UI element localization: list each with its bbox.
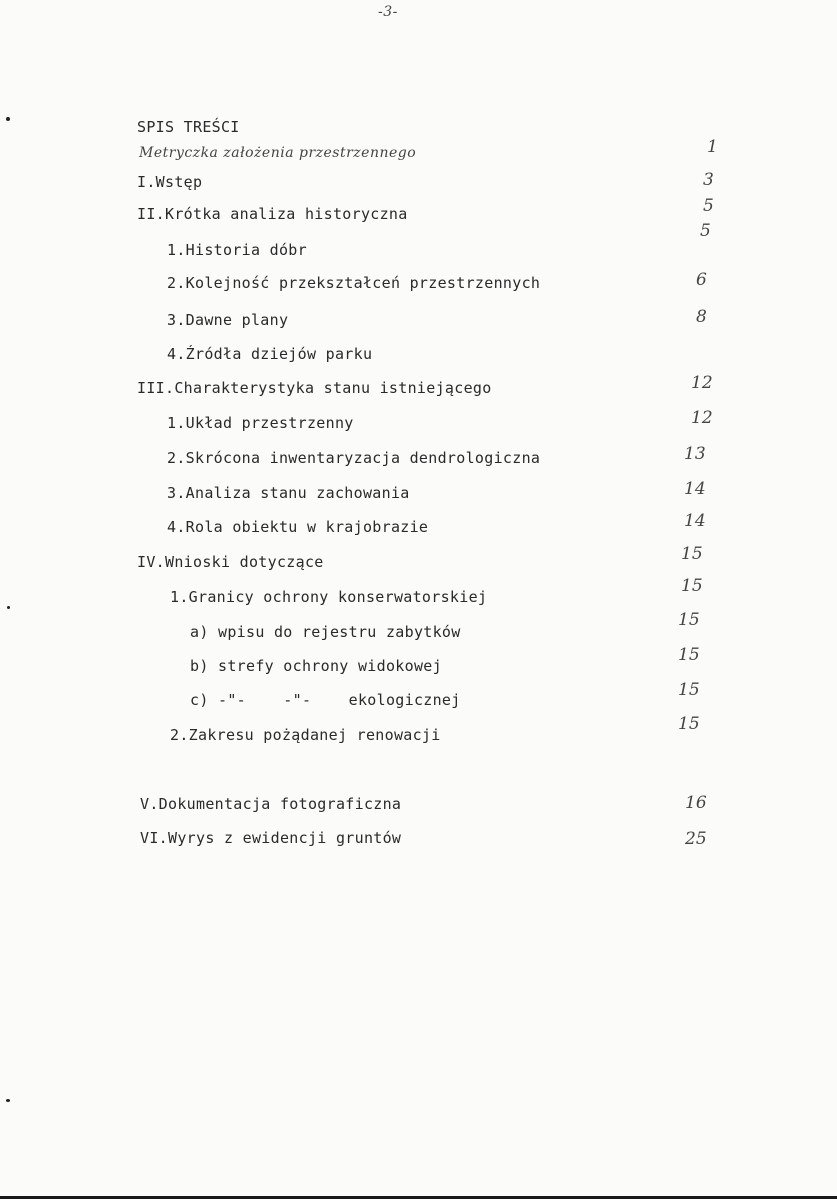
- toc-entry-page: 3: [703, 170, 714, 190]
- toc-entry-label: b) strefy ochrony widokowej: [190, 657, 442, 675]
- toc-entry-label: c) -"- -"- ekologicznej: [190, 691, 461, 709]
- toc-title: SPIS TREŚCI: [137, 118, 240, 136]
- toc-entry-label: 2.Zakresu pożądanej renowacji: [170, 726, 441, 744]
- toc-intro-line: Metryczka założenia przestrzennego: [139, 145, 417, 161]
- toc-entry-page: 15: [681, 576, 703, 596]
- toc-entry-page: 12: [691, 408, 713, 428]
- toc-entry-page: 25: [685, 829, 707, 849]
- toc-entry-page: 15: [678, 714, 700, 734]
- toc-entry-page: 5: [703, 196, 714, 216]
- toc-entry-label: 3.Analiza stanu zachowania: [167, 484, 410, 502]
- toc-entry-page: 15: [678, 645, 700, 665]
- toc-entry-label: 1.Historia dóbr: [167, 241, 307, 259]
- toc-entry-page: 13: [684, 444, 706, 464]
- toc-entry-label: 4.Rola obiektu w krajobrazie: [167, 518, 429, 536]
- toc-entry-label: VI.Wyrys z ewidencji gruntów: [140, 829, 402, 847]
- toc-entry-label: 3.Dawne plany: [167, 311, 289, 329]
- scan-mark: [6, 1099, 10, 1102]
- scan-mark: [6, 117, 10, 121]
- toc-entry-label: 1.Granicy ochrony konserwatorskiej: [170, 588, 488, 606]
- toc-entry-page: 16: [685, 793, 707, 813]
- toc-entry-label: IV.Wnioski dotyczące: [137, 553, 324, 571]
- toc-entry-page: 6: [696, 270, 707, 290]
- toc-entry-label: 2.Kolejność przekształceń przestrzennych: [167, 274, 541, 292]
- toc-entry-label: 2.Skrócona inwentaryzacja dendrologiczna: [167, 449, 541, 467]
- toc-entry-label: V.Dokumentacja fotograficzna: [140, 795, 402, 813]
- toc-entry-label: II.Krótka analiza historyczna: [137, 205, 408, 223]
- toc-entry-label: 1.Układ przestrzenny: [167, 414, 354, 432]
- page-number: -3-: [378, 4, 398, 20]
- toc-intro-page: 1: [707, 137, 718, 157]
- toc-entry-page: 12: [691, 373, 713, 393]
- toc-entry-label: a) wpisu do rejestru zabytków: [190, 623, 461, 641]
- toc-entry-label: III.Charakterystyka stanu istniejącego: [137, 379, 492, 397]
- toc-entry-label: 4.Źródła dziejów parku: [167, 345, 373, 363]
- toc-entry-page: 5: [700, 221, 711, 241]
- toc-entry-page: 14: [684, 479, 706, 499]
- toc-entry-page: 8: [696, 307, 707, 327]
- toc-entry-page: 15: [678, 680, 700, 700]
- toc-entry-page: 15: [678, 610, 700, 630]
- toc-entry-page: 14: [684, 511, 706, 531]
- toc-entry-label: I.Wstęp: [137, 173, 203, 191]
- toc-entry-page: 15: [681, 544, 703, 564]
- scan-mark: [7, 606, 10, 609]
